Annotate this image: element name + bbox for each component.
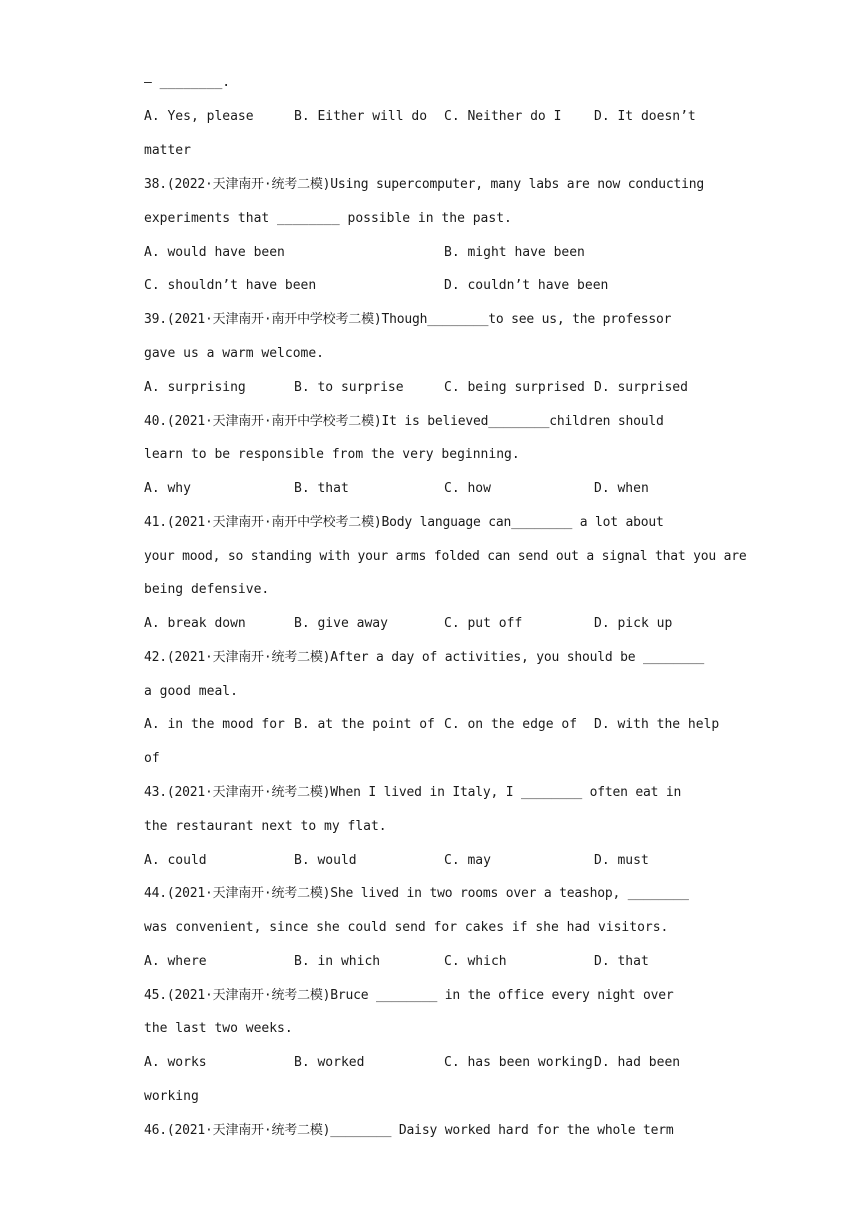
option-d: D. that xyxy=(594,954,649,969)
option-b: B. that xyxy=(294,481,349,496)
option-c: C. may xyxy=(444,853,491,868)
option-c: C. has been working xyxy=(444,1055,593,1070)
options-row xyxy=(144,379,718,397)
option-b: B. at the point of xyxy=(294,717,435,732)
options-row xyxy=(144,1054,718,1072)
option-b: B. Either will do xyxy=(294,109,428,124)
option-continuation: matter xyxy=(144,143,191,158)
option-d: D. It doesn’t xyxy=(594,109,696,124)
option-c: C. on the edge of xyxy=(444,717,578,732)
option-d: D. had been xyxy=(594,1055,681,1070)
option-a: A. why xyxy=(144,481,191,496)
option-c: C. shouldn’t have been xyxy=(144,278,317,293)
option-a: A. where xyxy=(144,954,207,969)
question-stem: 43.(2021·天津南开·统考二模)When I lived in Italy, I ________ often eat in xyxy=(144,785,682,800)
option-a: A. surprising xyxy=(144,380,246,395)
option-b: B. to surprise xyxy=(294,380,404,395)
options-row xyxy=(144,277,718,295)
question-stem: 42.(2021·天津南开·统考二模)After a day of activities, you should be ________ xyxy=(144,650,704,665)
question-stem: 38.(2022·天津南开·统考二模)Using supercomputer, many labs are now conducting xyxy=(144,177,704,192)
option-continuation: of xyxy=(144,751,160,766)
option-c: C. being surprised xyxy=(444,380,585,395)
question-stem-cont: the last two weeks. xyxy=(144,1021,293,1036)
option-b: B. worked xyxy=(294,1055,365,1070)
option-d: D. must xyxy=(594,853,649,868)
option-a: A. works xyxy=(144,1055,207,1070)
option-d: D. pick up xyxy=(594,616,673,631)
option-a: A. in the mood for xyxy=(144,717,285,732)
option-c: C. put off xyxy=(444,616,523,631)
question-stem: 46.(2021·天津南开·统考二模)________ Daisy worked hard for the whole term xyxy=(144,1123,674,1138)
question-stem: 40.(2021·天津南开·南开中学校考二模)It is believed________children should xyxy=(144,414,664,429)
question-stem: 39.(2021·天津南开·南开中学校考二模)Though________to see us, the professor xyxy=(144,312,672,327)
option-continuation: working xyxy=(144,1089,199,1104)
option-d: D. with the help xyxy=(594,717,720,732)
question-stem-cont: your mood, so standing with your arms folded can send out a signal that you are xyxy=(144,549,747,564)
options-row xyxy=(144,244,718,262)
question-stem-cont: was convenient, since she could send for cakes if she had visitors. xyxy=(144,920,669,935)
option-a: A. break down xyxy=(144,616,246,631)
question-stem-cont: experiments that ________ possible in the past. xyxy=(144,211,512,226)
option-c: C. how xyxy=(444,481,491,496)
option-c: C. Neither do I xyxy=(444,109,562,124)
question-stem: 45.(2021·天津南开·统考二模)Bruce ________ in the office every night over xyxy=(144,988,674,1003)
question-stem-cont: gave us a warm welcome. xyxy=(144,346,325,361)
option-c: C. which xyxy=(444,954,507,969)
options-row xyxy=(144,852,718,870)
options-row xyxy=(144,615,718,633)
option-a: A. could xyxy=(144,853,207,868)
options-row xyxy=(144,108,718,126)
answer-blank-line: — ________. xyxy=(144,75,231,90)
option-d: D. surprised xyxy=(594,380,688,395)
question-stem-cont: learn to be responsible from the very beginning. xyxy=(144,447,520,462)
question-stem-cont: being defensive. xyxy=(144,582,270,597)
option-a: A. would have been xyxy=(144,245,285,260)
option-b: B. would xyxy=(294,853,357,868)
question-stem-cont: a good meal. xyxy=(144,684,238,699)
question-stem: 44.(2021·天津南开·统考二模)She lived in two rooms over a teashop, ________ xyxy=(144,886,689,901)
option-a: A. Yes, please xyxy=(144,109,254,124)
question-stem: 41.(2021·天津南开·南开中学校考二模)Body language can________ a lot about xyxy=(144,515,664,530)
question-stem-cont: the restaurant next to my flat. xyxy=(144,819,387,834)
options-row xyxy=(144,480,718,498)
option-d: D. couldn’t have been xyxy=(444,278,609,293)
option-b: B. might have been xyxy=(444,245,585,260)
option-b: B. give away xyxy=(294,616,388,631)
options-row xyxy=(144,716,718,734)
option-b: B. in which xyxy=(294,954,381,969)
option-d: D. when xyxy=(594,481,649,496)
options-row xyxy=(144,953,718,971)
